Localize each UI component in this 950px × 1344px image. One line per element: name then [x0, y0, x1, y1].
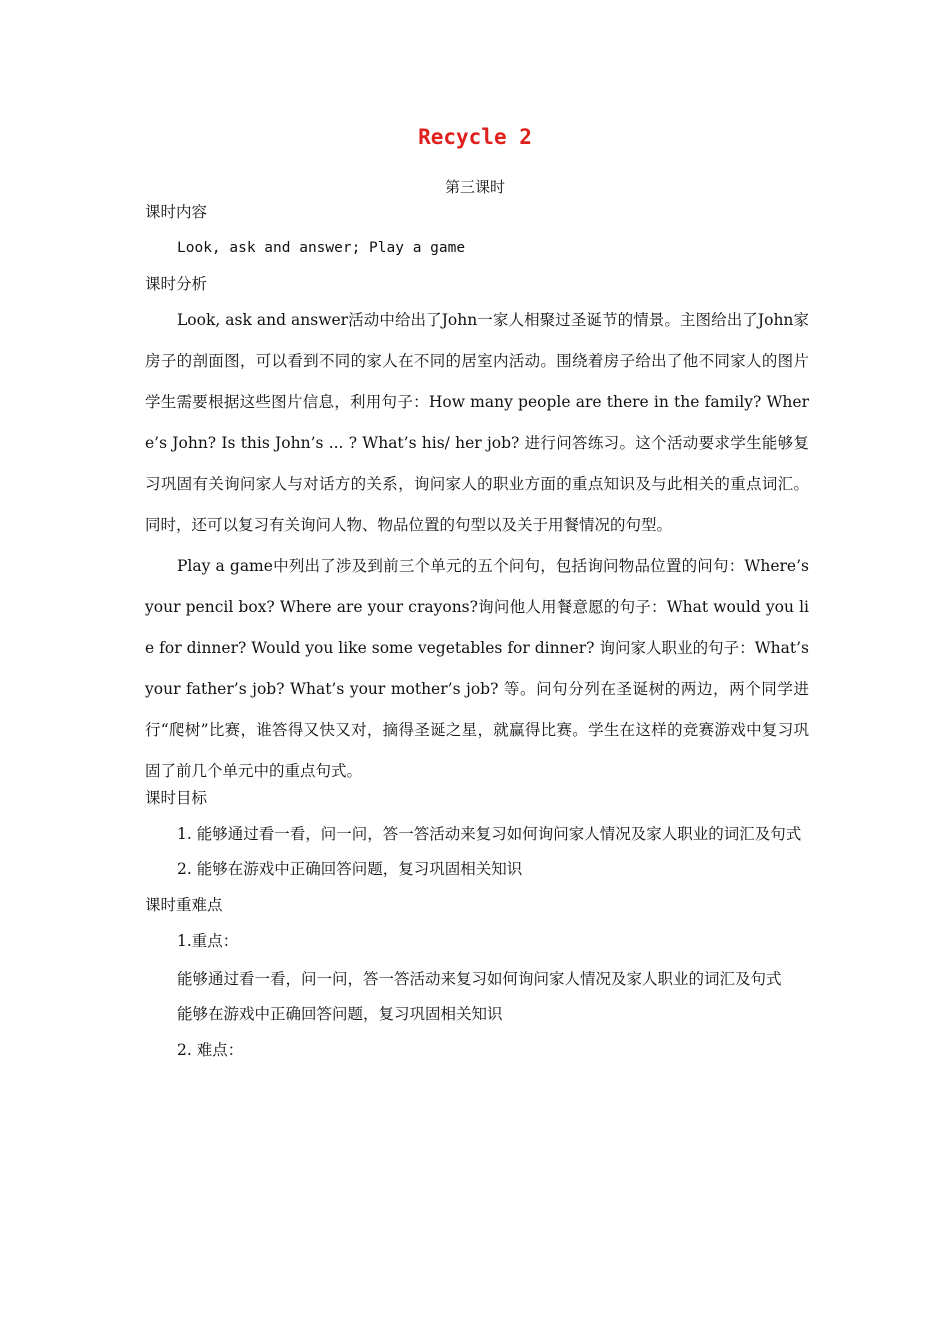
key-point-label: 1.重点：	[177, 932, 239, 950]
difficult-point-label: 2. 难点：	[177, 1041, 244, 1059]
key-point-text-1: 能够通过看一看，问一问，答一答活动来复习如何询问家人情况及家人职业的词汇及句式	[177, 970, 782, 988]
analysis-paragraph-2: Play a game中列出了涉及到前三个单元的五个问句，包括询问物品位置的问句：Where’s your pencil box? Where are your crayons?询问他人用餐意愿的句子：What would you lie for dinner? Would you like some vegetables for dinner? 询问家人职业的句子：What’s your father’s job? What’s your mother’s job? 等。问句分列在圣诞树的两边，两个同学进行“爬树”比赛，谁答得又快又对，摘得圣诞之星，就赢得比赛。学生在这样的竞赛游戏中复习巩固了前几个单元中的重点句式。	[145, 557, 809, 780]
lesson-content-text: Look, ask and answer; Play a game	[177, 240, 466, 256]
key-point-text-2: 能够在游戏中正确回答问题，复习巩固相关知识	[177, 1005, 503, 1023]
section-heading-key-points: 课时重难点	[145, 896, 223, 914]
section-heading-content: 课时内容	[145, 203, 208, 221]
section-heading-analysis: 课时分析	[145, 275, 208, 293]
document-title: Recycle 2	[418, 125, 532, 149]
goal-item-2: 2. 能够在游戏中正确回答问题，复习巩固相关知识	[177, 860, 523, 878]
analysis-paragraph-1: Look, ask and answer活动中给出了John一家人相聚过圣诞节的情景。主图给出了John家房子的剖面图，可以看到不同的家人在不同的居室内活动。围绕着房子给出了他不同家人的图片学生需要根据这些图片信息，利用句子：How many people are there in the family? Where’s John? Is this John’s ... ? What’s his/ her job? 进行问答练习。这个活动要求学生能够复习巩固有关询问家人与对话方的关系，询问家人的职业方面的重点知识及与此相关的重点词汇。同时，还可以复习有关询问人物、物品位置的句型以及关于用餐情况的句型。	[145, 311, 809, 534]
goal-item-1: 1. 能够通过看一看，问一问，答一答活动来复习如何询问家人情况及家人职业的词汇及句式	[177, 825, 802, 843]
section-heading-goals: 课时目标	[145, 789, 208, 807]
lesson-subtitle: 第三课时	[444, 178, 505, 196]
document-body	[145, 200, 809, 1074]
